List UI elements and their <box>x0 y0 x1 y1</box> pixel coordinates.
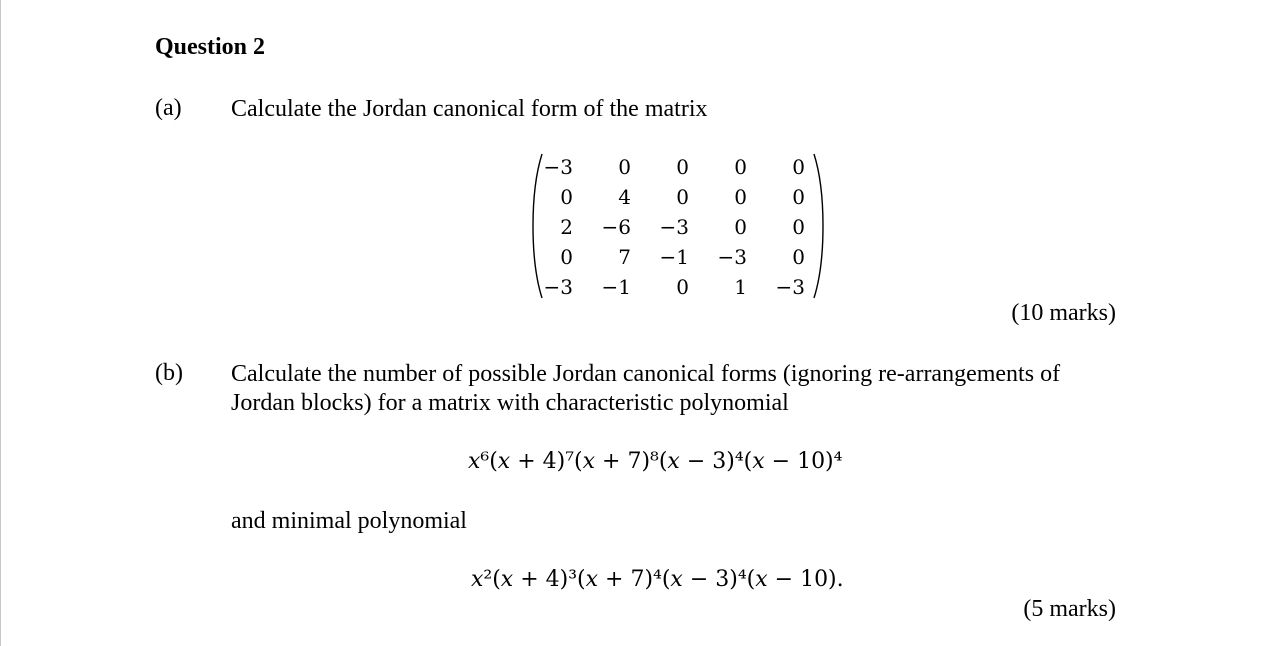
matrix-entry-r1-c5: 0 <box>792 155 805 179</box>
matrix-entry-r4-c1: 0 <box>560 245 573 269</box>
matrix-entry-r5-c5: −3 <box>775 275 805 299</box>
matrix-entry-r3-c4: 0 <box>734 215 747 239</box>
matrix-entry-r5-c3: 0 <box>676 275 689 299</box>
matrix-entry-r3-c5: 0 <box>792 215 805 239</box>
matrix-right-parenthesis <box>812 152 826 300</box>
matrix-entry-r3-c1: 2 <box>560 215 573 239</box>
part-b-text-line2: Jordan blocks) for a matrix with characteristic polynomial <box>231 390 789 416</box>
matrix-entry-r2-c2: 4 <box>618 185 631 209</box>
matrix-entry-r1-c2: 0 <box>618 155 631 179</box>
minimal-polynomial: 𝑥²(𝑥 + 4)³(𝑥 + 7)⁴(𝑥 − 3)⁴(𝑥 − 10). <box>471 567 844 592</box>
characteristic-polynomial: 𝑥⁶(𝑥 + 4)⁷(𝑥 + 7)⁸(𝑥 − 3)⁴(𝑥 − 10)⁴ <box>468 449 843 474</box>
matrix-entry-r2-c3: 0 <box>676 185 689 209</box>
matrix-entry-r1-c4: 0 <box>734 155 747 179</box>
part-a-label: (a) <box>155 95 182 121</box>
matrix-entry-r1-c3: 0 <box>676 155 689 179</box>
matrix-entry-r3-c3: −3 <box>659 215 689 239</box>
matrix-entry-r3-c2: −6 <box>601 215 631 239</box>
matrix-entry-r5-c4: 1 <box>734 275 747 299</box>
part-b-label: (b) <box>155 360 183 386</box>
matrix-entry-r1-c1: −3 <box>543 155 573 179</box>
matrix-entry-r2-c5: 0 <box>792 185 805 209</box>
matrix-entry-r2-c1: 0 <box>560 185 573 209</box>
matrix-entry-r4-c3: −1 <box>659 245 689 269</box>
matrix-entry-r5-c1: −3 <box>543 275 573 299</box>
matrix-entry-r4-c2: 7 <box>618 245 631 269</box>
part-b-text-line1: Calculate the number of possible Jordan canonical forms (ignoring re-arrangements of <box>231 361 1061 387</box>
page-edge-divider <box>0 0 1 646</box>
matrix-entry-r5-c2: −1 <box>601 275 631 299</box>
question-title: Question 2 <box>155 34 266 60</box>
matrix-entry-r2-c4: 0 <box>734 185 747 209</box>
matrix <box>530 152 826 302</box>
part-a-marks: (10 marks) <box>1011 300 1116 326</box>
matrix-entry-r4-c4: −3 <box>717 245 747 269</box>
matrix-entry-r4-c5: 0 <box>792 245 805 269</box>
part-a-text: Calculate the Jordan canonical form of the matrix <box>231 96 708 122</box>
minimal-polynomial-connector: and minimal polynomial <box>231 508 467 534</box>
part-b-marks: (5 marks) <box>1023 596 1116 622</box>
